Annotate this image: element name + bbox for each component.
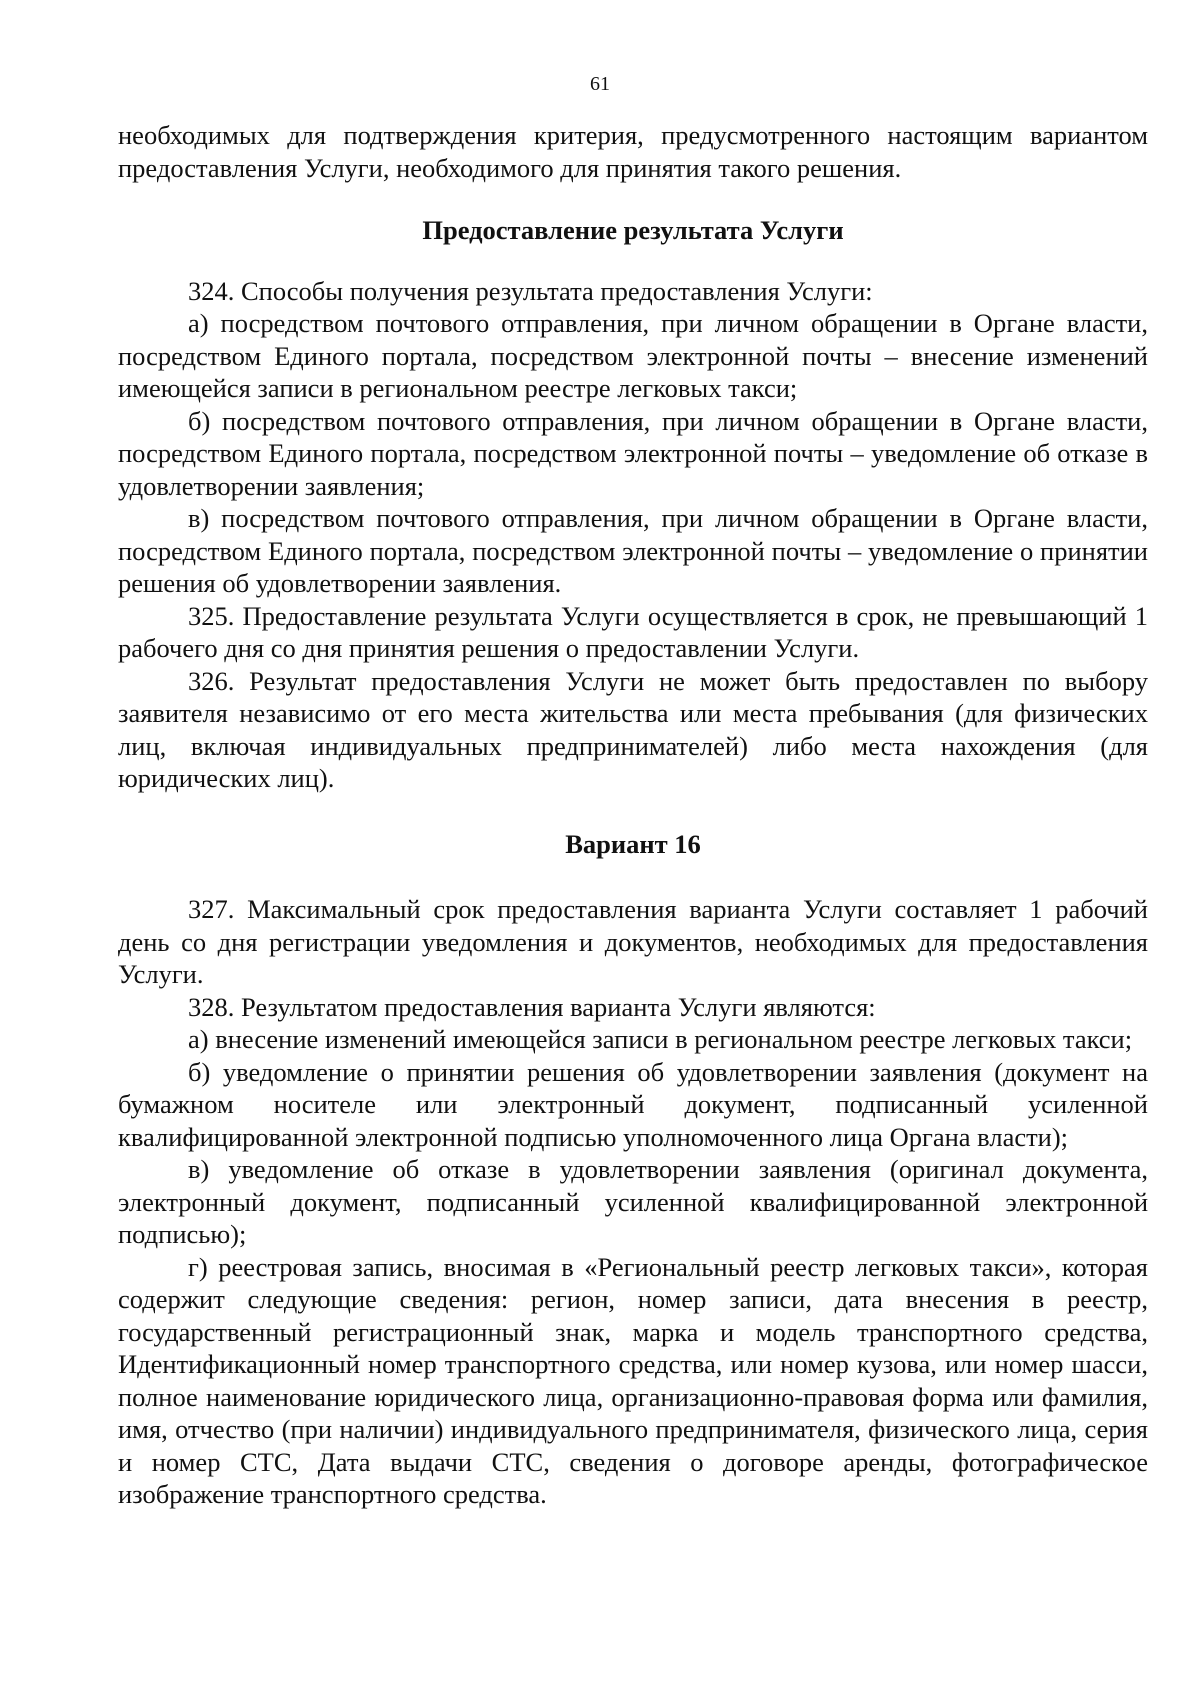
paragraph-326: 326. Результат предоставления Услуги не может быть предоставлен по выбору заявителя независимо от его места жительства или места пребывания (для физических лиц, включая индивидуальных предпринимателей) либо места нахождения (для юридических лиц). bbox=[118, 665, 1148, 793]
page-number: 61 bbox=[590, 73, 610, 95]
paragraph-324-v: в) посредством почтового отправления, при личном обращении в Органе власти, посредством Единого портала, посредством электронной почты – уведомление о принятии решения об удовлетворении заявления. bbox=[118, 503, 1148, 598]
paragraph-325: 325. Предоставление результата Услуги осуществляется в срок, не превышающий 1 рабочего дня со дня принятия решения о предоставлении Услуги. bbox=[118, 600, 1148, 663]
paragraph-324-a: а) посредством почтового отправления, при личном обращении в Органе власти, посредством Единого портала, посредством электронной почты – внесение изменений имеющейся записи в региональном реестре легковых такси; bbox=[118, 308, 1148, 403]
paragraph-324: 324. Способы получения результата предоставления Услуги: bbox=[188, 275, 873, 306]
section-heading-result: Предоставление результата Услуги bbox=[422, 215, 844, 245]
paragraph-328-g: г) реестровая запись, вносимая в «Региональный реестр легковых такси», которая содержит следующие сведения: регион, номер записи, дата внесения в реестр, государственный регистрационный знак, марка и модель транспортного средства, Идентификационный номер транспортного средства, или номер кузова, или номер шасси, полное наименование юридического лица, организационно-правовая форма или фамилия, имя, отчество (при наличии) индивидуального предпринимателя, физического лица, серия и номер СТС, Дата выдачи СТС, сведения о договоре аренды, фотографическое изображение транспортного средства. bbox=[118, 1251, 1148, 1509]
paragraph-328-v: в) уведомление об отказе в удовлетворении заявления (оригинал документа, электронный документ, подписанный усиленной квалифицированной электронной подписью); bbox=[118, 1154, 1148, 1249]
section-heading-variant-16: Вариант 16 bbox=[565, 828, 701, 859]
paragraph-327: 327. Максимальный срок предоставления варианта Услуги составляет 1 рабочий день со дня регистрации уведомления и документов, необходимых для предоставления Услуги. bbox=[118, 894, 1148, 989]
paragraph-328-a: а) внесение изменений имеющейся записи в региональном реестре легковых такси; bbox=[188, 1024, 1133, 1054]
paragraph-324-b: б) посредством почтового отправления, при личном обращении в Органе власти, посредством Единого портала, посредством электронной почты – уведомление об отказе в удовлетворении заявления; bbox=[118, 405, 1148, 501]
intro-paragraph: необходимых для подтверждения критерия, предусмотренного настоящим вариантом предоставления Услуги, необходимого для принятия такого решения. bbox=[118, 120, 1148, 183]
document-body bbox=[118, 119, 1148, 1511]
paragraph-328: 328. Результатом предоставления варианта Услуги являются: bbox=[188, 991, 876, 1022]
paragraph-328-b: б) уведомление о принятии решения об удовлетворении заявления (документ на бумажном носителе или электронный документ, подписанный усиленной квалифицированной электронной подписью уполномоченного лица Органа власти); bbox=[118, 1056, 1148, 1152]
